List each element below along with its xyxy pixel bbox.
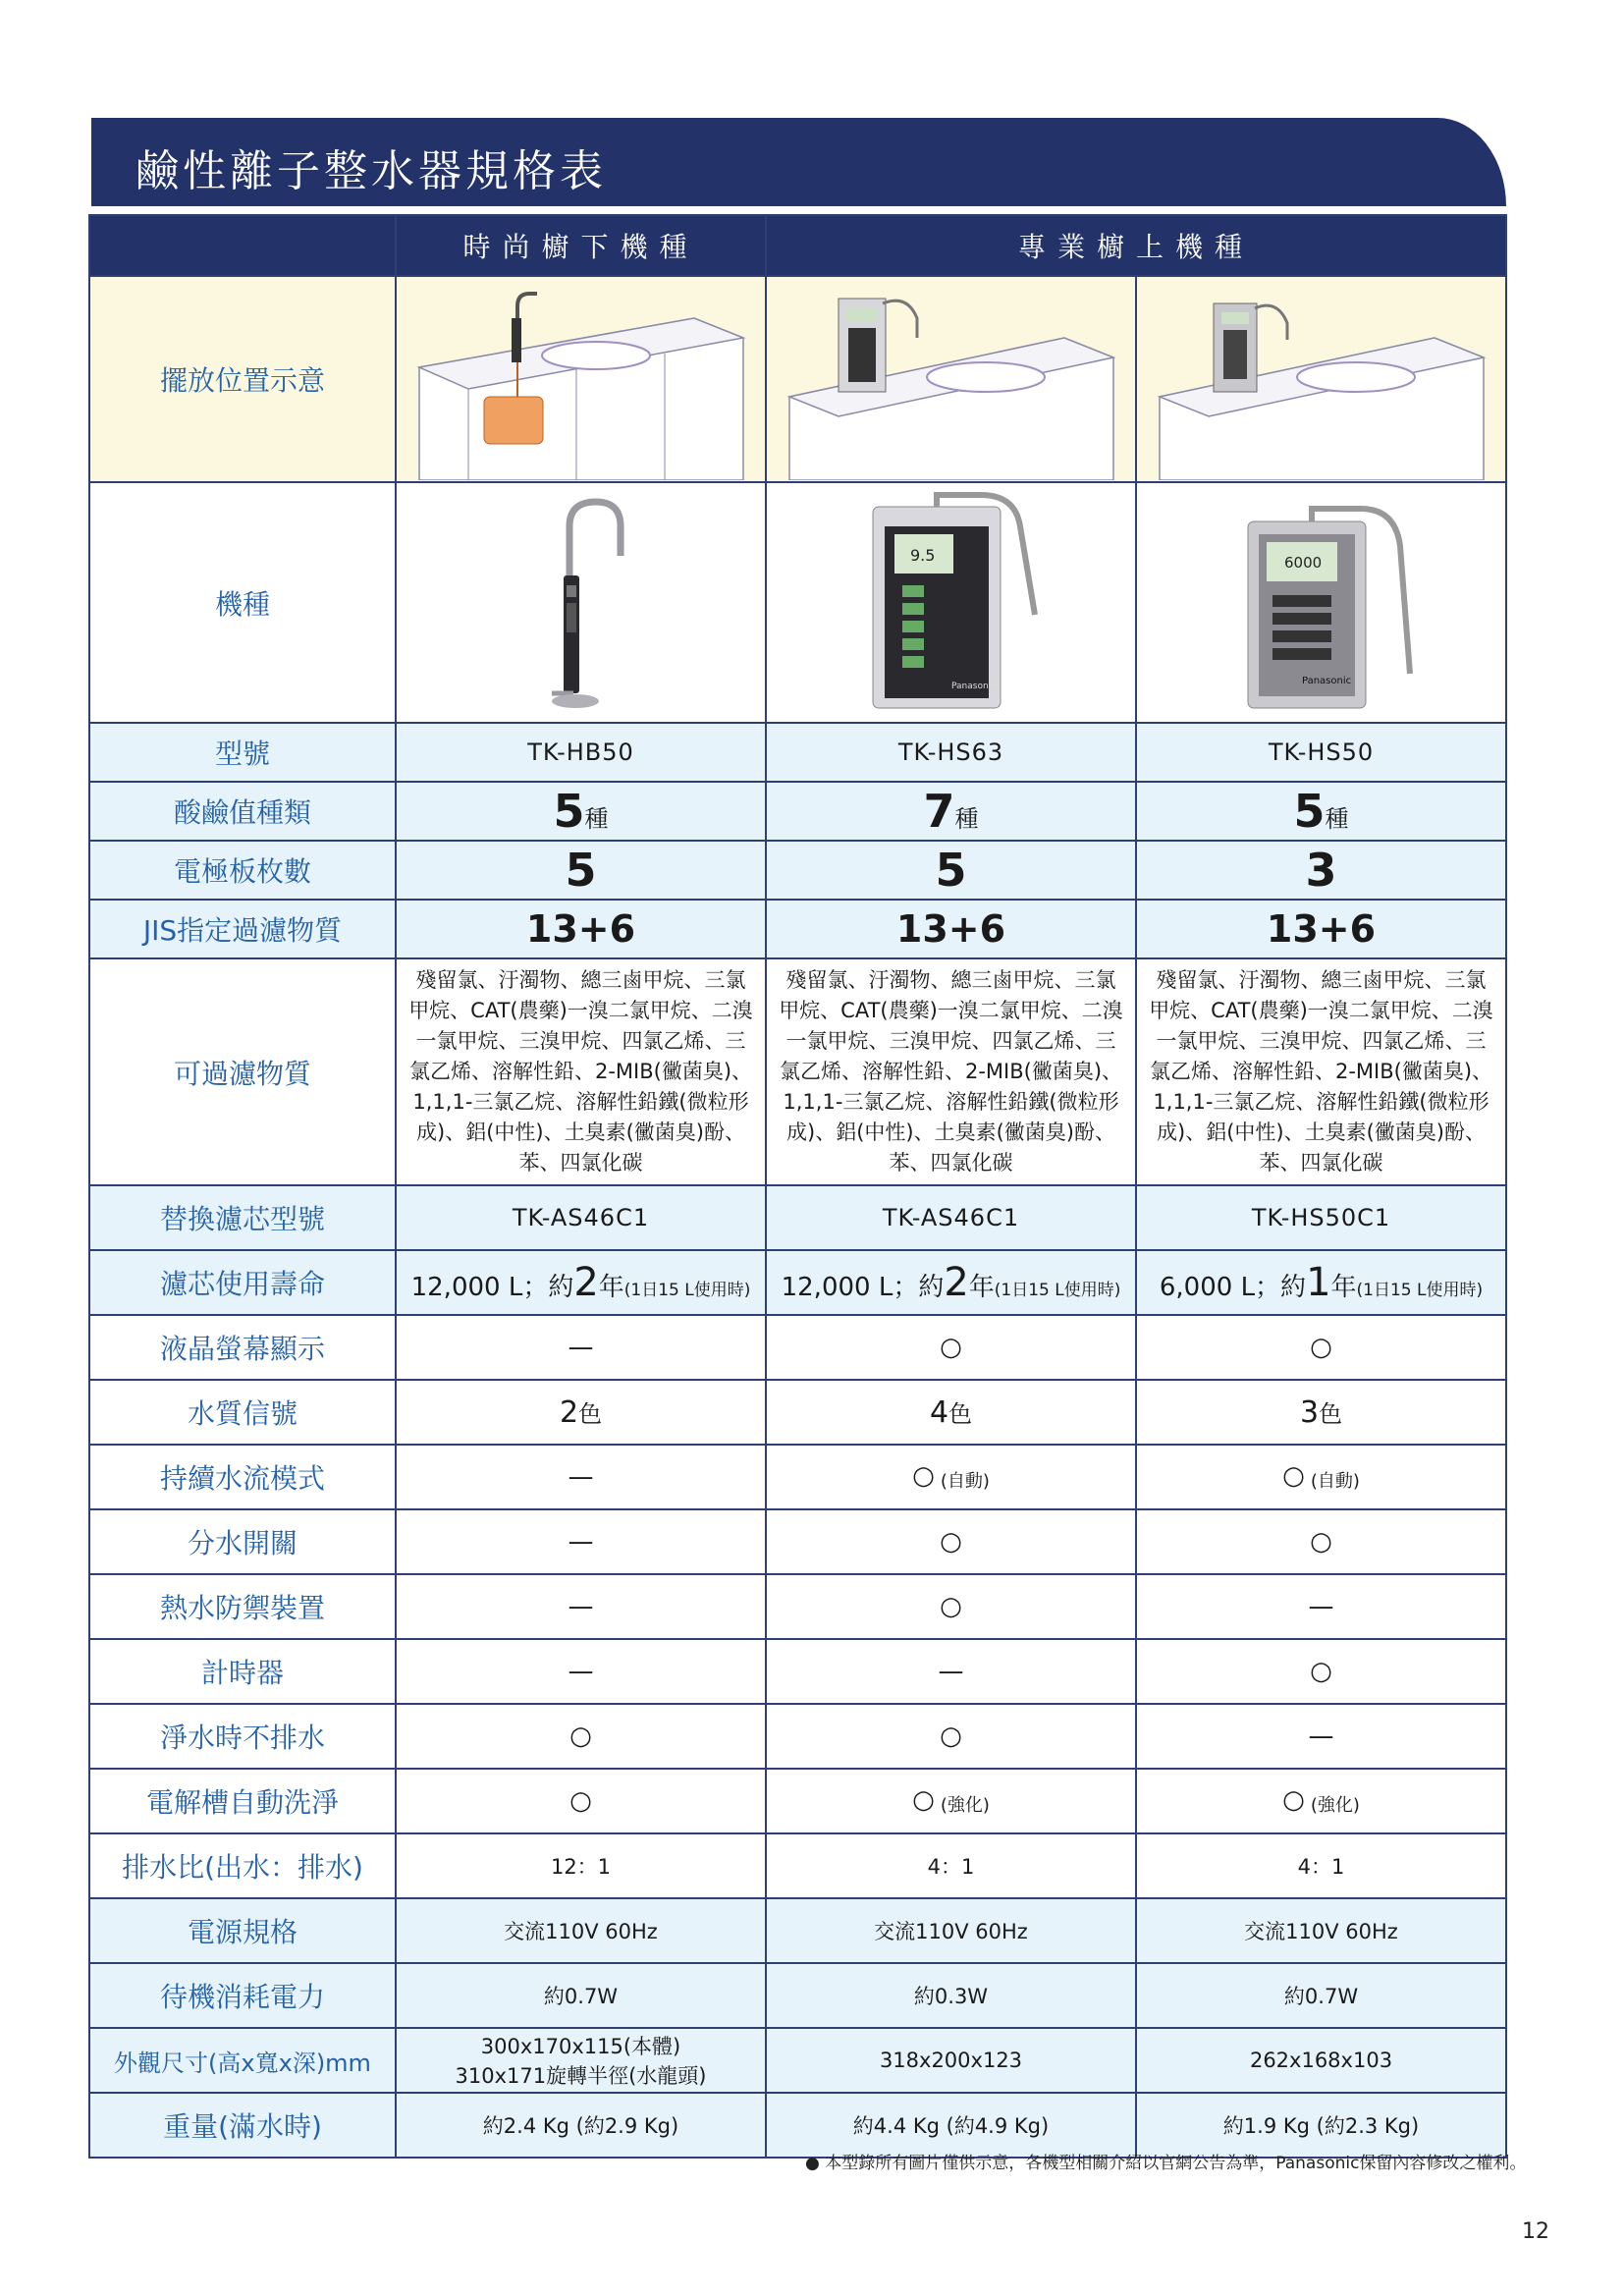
electrodes-hs63: 5 [766, 841, 1136, 900]
label-weight: 重量(滿水時) [89, 2093, 396, 2158]
product-image-hs50 [1136, 482, 1506, 723]
lcd-hs63: ○ [766, 1315, 1136, 1380]
life-volume: 12,000 L；約 [781, 1273, 945, 1302]
unit-year: 年 [1330, 1273, 1357, 1302]
self-clean-mark: ○ [912, 1785, 935, 1816]
label-model: 型號 [89, 723, 396, 782]
timer-hs50: ○ [1136, 1639, 1506, 1704]
cartridge-hs50: TK-HS50C1 [1136, 1185, 1506, 1250]
note-strong: (強化) [940, 1794, 990, 1816]
label-filterable: 可過濾物質 [89, 958, 396, 1185]
dimensions-hs50: 262x168x103 [1136, 2028, 1506, 2093]
unit-kinds: 種 [584, 805, 609, 833]
row-hot-guard [89, 1574, 1506, 1639]
header-corner [89, 215, 396, 276]
life-condition: (1日15 L使用時) [623, 1281, 751, 1300]
divert-hb50: — [396, 1509, 766, 1574]
label-jis: JIS指定過濾物質 [89, 900, 396, 958]
label-standby: 待機消耗電力 [89, 1963, 396, 2028]
life-years: 2 [573, 1260, 599, 1305]
row-ph-types [89, 782, 1506, 841]
dimensions-hb50 [396, 2028, 766, 2093]
product-image-hs63 [766, 482, 1136, 723]
unit-kinds: 種 [954, 805, 979, 833]
no-drain-hs50: — [1136, 1704, 1506, 1769]
filterable-hs63: 殘留氯、汙濁物、總三鹵甲烷、三氯甲烷、CAT(農藥)一溴二氯甲烷、二溴一氯甲烷、三溴甲烷、四氯乙烯、三氯乙烯、溶解性鉛、2-MIB(黴菌臭)、1,1,1-三氯乙烷、溶解性鉛鐵(微粒形成)、鋁(中性)、土臭素(黴菌臭)酚、苯、四氯化碳 [766, 958, 1136, 1185]
life-volume: 12,000 L；約 [410, 1273, 574, 1302]
drain-ratio-hs63: 4：1 [766, 1833, 1136, 1898]
lcd-hs50: ○ [1136, 1315, 1506, 1380]
row-jis [89, 900, 1506, 958]
footnote: ● 本型錄所有圖片僅供示意，各機型相關介紹以官網公告為準，Panasonic保留內容修改之權利。 [805, 2154, 1527, 2173]
hs50-screen-text: 6000 [1283, 554, 1322, 572]
label-dimensions: 外觀尺寸(高x寬x深)mm [89, 2028, 396, 2093]
label-no-drain: 淨水時不排水 [89, 1704, 396, 1769]
signal-value: 2 [559, 1395, 579, 1430]
self-clean-hs50 [1136, 1769, 1506, 1833]
label-continuous: 持續水流模式 [89, 1445, 396, 1509]
label-cartridge: 替換濾芯型號 [89, 1185, 396, 1250]
continuous-hs50 [1136, 1445, 1506, 1509]
continuous-mark: ○ [1282, 1461, 1305, 1492]
continuous-hb50: — [396, 1445, 766, 1509]
hs63-screen-text: 9.5 [909, 546, 935, 565]
label-placement: 擺放位置示意 [89, 276, 396, 482]
no-drain-hs63: ○ [766, 1704, 1136, 1769]
ph-types-value: 5 [1293, 785, 1326, 838]
label-life: 濾芯使用壽命 [89, 1250, 396, 1315]
continuous-hs63 [766, 1445, 1136, 1509]
life-hs63 [766, 1250, 1136, 1315]
hot-guard-hs63: ○ [766, 1574, 1136, 1639]
life-condition: (1日15 L使用時) [994, 1281, 1121, 1300]
self-clean-mark: ○ [1282, 1785, 1305, 1816]
page-number: 12 [1522, 2219, 1549, 2244]
model-hs50: TK-HS50 [1136, 723, 1506, 782]
label-hot-guard: 熱水防禦裝置 [89, 1574, 396, 1639]
row-filterable [89, 958, 1506, 1185]
cartridge-hb50: TK-AS46C1 [396, 1185, 766, 1250]
unit-kinds: 種 [1325, 805, 1349, 833]
electrodes-hb50: 5 [396, 841, 766, 900]
row-divert [89, 1509, 1506, 1574]
row-power [89, 1898, 1506, 1963]
signal-hs63 [766, 1380, 1136, 1445]
row-self-clean [89, 1769, 1506, 1833]
timer-hs63: — [766, 1639, 1136, 1704]
row-standby [89, 1963, 1506, 2028]
signal-hs50 [1136, 1380, 1506, 1445]
unit-year: 年 [968, 1273, 995, 1302]
life-hs50 [1136, 1250, 1506, 1315]
placement-image-hs63 [766, 276, 1136, 482]
hot-guard-hb50: — [396, 1574, 766, 1639]
row-placement [89, 276, 1506, 482]
cartridge-hs63: TK-AS46C1 [766, 1185, 1136, 1250]
row-dimensions [89, 2028, 1506, 2093]
hs50-brand: Panasonic [1301, 676, 1351, 686]
label-model-image: 機種 [89, 482, 396, 723]
dimensions-hs63: 318x200x123 [766, 2028, 1136, 2093]
self-clean-hb50: ○ [396, 1769, 766, 1833]
life-years: 1 [1306, 1260, 1331, 1305]
standby-hs50: 約0.7W [1136, 1963, 1506, 2028]
timer-hb50: — [396, 1639, 766, 1704]
row-life [89, 1250, 1506, 1315]
standby-hs63: 約0.3W [766, 1963, 1136, 2028]
power-hs63: 交流110V 60Hz [766, 1898, 1136, 1963]
label-timer: 計時器 [89, 1639, 396, 1704]
unit-colors: 色 [948, 1400, 973, 1428]
electrodes-hs50: 3 [1136, 841, 1506, 900]
power-hb50: 交流110V 60Hz [396, 1898, 766, 1963]
standby-hb50: 約0.7W [396, 1963, 766, 2028]
power-hs50: 交流110V 60Hz [1136, 1898, 1506, 1963]
filterable-hb50: 殘留氯、汙濁物、總三鹵甲烷、三氯甲烷、CAT(農藥)一溴二氯甲烷、二溴一氯甲烷、三溴甲烷、四氯乙烯、三氯乙烯、溶解性鉛、2-MIB(黴菌臭)、1,1,1-三氯乙烷、溶解性鉛鐵(微粒形成)、鋁(中性)、土臭素(黴菌臭)酚、苯、四氯化碳 [396, 958, 766, 1185]
dimension-faucet: 310x171旋轉半徑(水龍頭) [455, 2064, 707, 2088]
weight-hs50: 約1.9 Kg (約2.3 Kg) [1136, 2093, 1506, 2158]
note-strong: (強化) [1310, 1794, 1360, 1816]
label-power: 電源規格 [89, 1898, 396, 1963]
unit-colors: 色 [1319, 1400, 1343, 1428]
hs63-brand: Panasonic [950, 682, 996, 691]
divert-hs63: ○ [766, 1509, 1136, 1574]
ph-types-value: 7 [923, 785, 955, 838]
note-auto: (自動) [940, 1470, 990, 1492]
life-hb50 [396, 1250, 766, 1315]
divert-hs50: ○ [1136, 1509, 1506, 1574]
title-bar [91, 118, 1506, 206]
row-electrodes [89, 841, 1506, 900]
row-no-drain [89, 1704, 1506, 1769]
label-self-clean: 電解槽自動洗淨 [89, 1769, 396, 1833]
weight-hb50: 約2.4 Kg (約2.9 Kg) [396, 2093, 766, 2158]
group-undersink: 時尚櫥下機種 [396, 215, 766, 276]
signal-hb50 [396, 1380, 766, 1445]
spec-table [88, 214, 1507, 2159]
life-volume: 6,000 L；約 [1159, 1273, 1307, 1302]
group-header-row [89, 215, 1506, 276]
placement-image-hs50 [1136, 276, 1506, 482]
model-hb50: TK-HB50 [396, 723, 766, 782]
ph-types-hb50 [396, 782, 766, 841]
row-continuous [89, 1445, 1506, 1509]
life-condition: (1日15 L使用時) [1356, 1281, 1484, 1300]
lcd-hb50: — [396, 1315, 766, 1380]
ph-types-hs63 [766, 782, 1136, 841]
row-model [89, 723, 1506, 782]
label-ph-types: 酸鹼值種類 [89, 782, 396, 841]
ph-types-value: 5 [553, 785, 585, 838]
drain-ratio-hs50: 4：1 [1136, 1833, 1506, 1898]
label-signal: 水質信號 [89, 1380, 396, 1445]
label-divert: 分水開關 [89, 1509, 396, 1574]
filterable-hs50: 殘留氯、汙濁物、總三鹵甲烷、三氯甲烷、CAT(農藥)一溴二氯甲烷、二溴一氯甲烷、三溴甲烷、四氯乙烯、三氯乙烯、溶解性鉛、2-MIB(黴菌臭)、1,1,1-三氯乙烷、溶解性鉛鐵(微粒形成)、鋁(中性)、土臭素(黴菌臭)酚、苯、四氯化碳 [1136, 958, 1506, 1185]
note-auto: (自動) [1310, 1470, 1360, 1492]
drain-ratio-hb50: 12：1 [396, 1833, 766, 1898]
label-lcd: 液晶螢幕顯示 [89, 1315, 396, 1380]
weight-hs63: 約4.4 Kg (約4.9 Kg) [766, 2093, 1136, 2158]
row-signal [89, 1380, 1506, 1445]
ph-types-hs50 [1136, 782, 1506, 841]
row-lcd [89, 1315, 1506, 1380]
life-years: 2 [944, 1260, 969, 1305]
jis-hs63: 13+6 [766, 900, 1136, 958]
row-model-image [89, 482, 1506, 723]
signal-value: 3 [1299, 1395, 1320, 1430]
group-countertop: 專業櫥上機種 [766, 215, 1506, 276]
model-hs63: TK-HS63 [766, 723, 1136, 782]
row-drain-ratio [89, 1833, 1506, 1898]
jis-hb50: 13+6 [396, 900, 766, 958]
dimension-body: 300x170x115(本體) [480, 2035, 681, 2058]
placement-image-hb50 [396, 276, 766, 482]
jis-hs50: 13+6 [1136, 900, 1506, 958]
signal-value: 4 [929, 1395, 949, 1430]
page-title: 鹼性離子整水器規格表 [135, 146, 607, 196]
hot-guard-hs50: — [1136, 1574, 1506, 1639]
row-cartridge [89, 1185, 1506, 1250]
unit-colors: 色 [578, 1400, 603, 1428]
label-drain-ratio: 排水比(出水：排水) [89, 1833, 396, 1898]
self-clean-hs63 [766, 1769, 1136, 1833]
unit-year: 年 [598, 1273, 624, 1302]
product-image-hb50 [396, 482, 766, 723]
continuous-mark: ○ [912, 1461, 935, 1492]
no-drain-hb50: ○ [396, 1704, 766, 1769]
row-timer [89, 1639, 1506, 1704]
label-electrodes: 電極板枚數 [89, 841, 396, 900]
